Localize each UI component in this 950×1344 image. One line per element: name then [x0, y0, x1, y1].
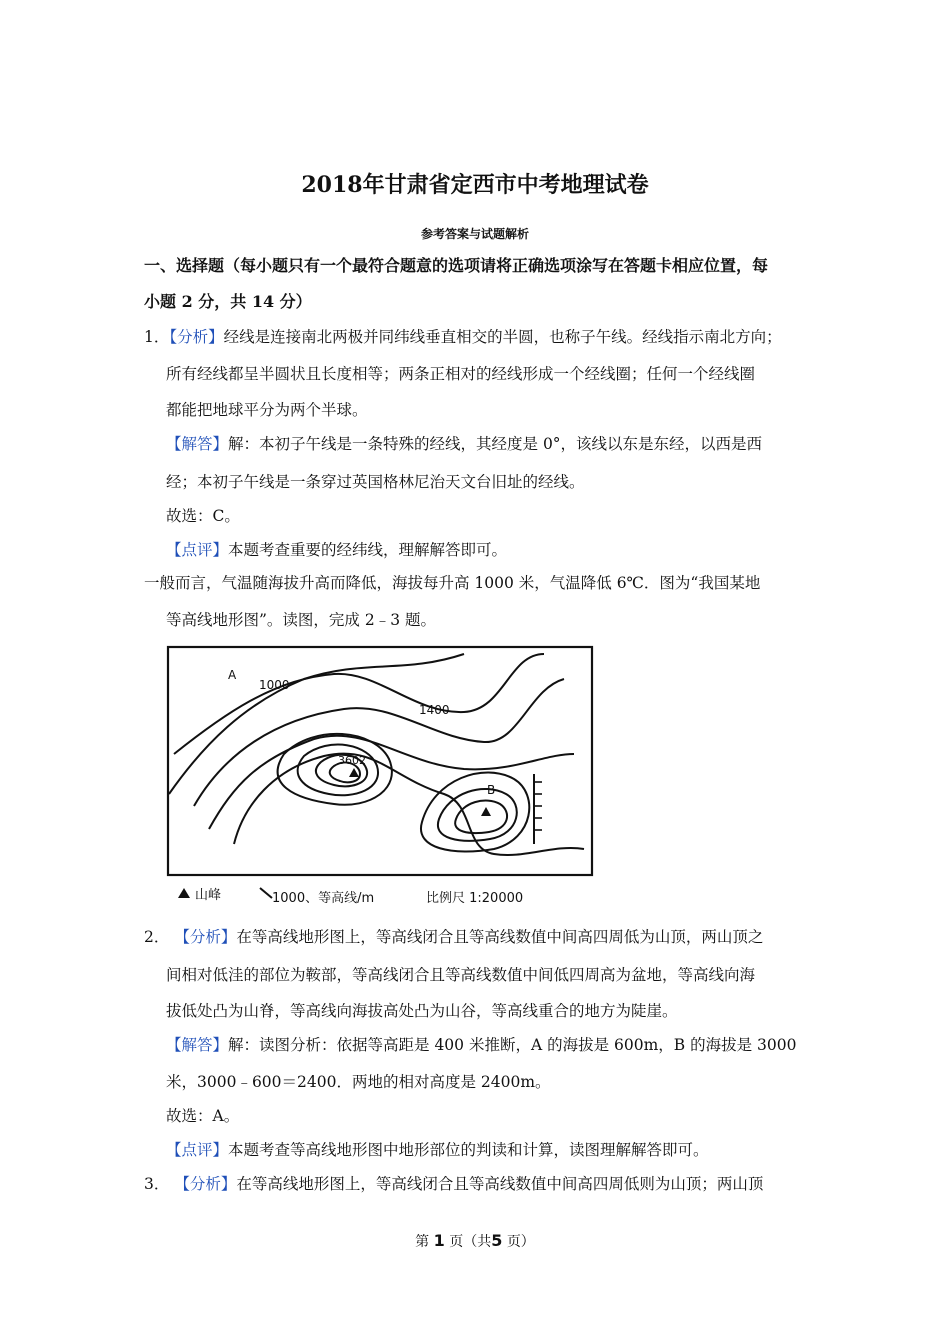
comment-text: 本题考查重要的经纬线，理解解答即可。	[228, 541, 508, 559]
question-number: 2．	[144, 928, 170, 946]
answer-text: 解：读图分析：依据等高距是 400 米推断，A 的海拔是 600m，B 的海拔是 3000	[228, 1036, 797, 1054]
contour-map	[164, 644, 596, 910]
q2-analysis-line3: 拔低处凸为山脊，等高线向海拔高处凸为山谷，等高线重合的地方为陡崖。	[166, 1002, 678, 1020]
legend-contour-icon	[260, 888, 272, 898]
q1-answer-line	[166, 434, 762, 454]
page-title: 2018年甘肃省定西市中考地理试卷	[301, 172, 649, 198]
q1-analysis-line	[144, 327, 782, 347]
legend-contour: 1000、等高线/m	[272, 891, 375, 906]
comment-text: 本题考查等高线地形图中地形部位的判读和计算，读图理解解答即可。	[228, 1141, 709, 1159]
section-heading: 一、选择题（每小题只有一个最符合题意的选项请将正确选项涂写在答题卡相应位置，每	[144, 256, 769, 275]
analysis-tag: 【分析】	[174, 928, 237, 946]
analysis-text: 经线是连接南北两极并同纬线垂直相交的半圆，也称子午线。经线指示南北方向；	[223, 328, 782, 346]
page-subtitle: 参考答案与试题解析	[420, 227, 529, 241]
section-heading-cont: 小题 2 分，共 14 分）	[144, 292, 312, 311]
contour-line	[455, 800, 507, 833]
total-page-number: 5	[491, 1231, 503, 1250]
q1-answer-line2: 经；本初子午线是一条穿过英国格林尼治天文台旧址的经线。	[166, 473, 585, 491]
contour-label-1400: 1400	[419, 703, 450, 717]
q2-answer-line	[166, 1035, 796, 1055]
q3-analysis-line	[144, 1174, 763, 1194]
legend-peak: 山峰	[195, 888, 222, 903]
peak-elevation: 3602	[338, 754, 366, 767]
footer-prefix: 第	[415, 1234, 430, 1250]
question-number: 3．	[144, 1175, 170, 1193]
comment-tag: 【点评】	[166, 541, 229, 559]
q1-analysis-line2: 所有经线都呈半圆状且长度相等；两条正相对的经线形成一个经线圈；任何一个经线圈	[166, 365, 756, 383]
analysis-tag: 【分析】	[174, 1175, 237, 1193]
label-b: B	[487, 783, 496, 797]
q1-choice: 故选：C。	[166, 507, 240, 525]
q2-answer-line2: 米，3000﹣600＝2400．两地的相对高度是 2400m。	[166, 1073, 551, 1091]
intro-line1: 一般而言，气温随海拔升高而降低，海拔每升高 1000 米，气温降低 6℃．图为“我国某地	[144, 574, 761, 592]
answer-tag: 【解答】	[166, 1036, 229, 1054]
q2-choice: 故选：A。	[166, 1107, 240, 1125]
analysis-text: 在等高线地形图上，等高线闭合且等高线数值中间高四周低则为山顶；两山顶	[236, 1175, 764, 1193]
q1-analysis-line3: 都能把地球平分为两个半球。	[166, 401, 368, 419]
current-page-number: 1	[433, 1231, 445, 1250]
footer-suffix: 页）	[506, 1234, 535, 1250]
comment-tag: 【点评】	[166, 1141, 229, 1159]
intro-line2: 等高线地形图”。读图，完成 2﹣3 题。	[166, 611, 437, 629]
q1-comment-line	[166, 540, 507, 560]
answer-text: 解：本初子午线是一条特殊的经线，其经度是 0°，该线以东是东经，以西是西	[228, 435, 763, 453]
legend-peak-icon	[178, 888, 190, 898]
footer-mid: 页（共	[449, 1234, 492, 1250]
peak-icon	[481, 807, 491, 816]
contour-label-1000: 1000	[259, 678, 290, 692]
label-a: A	[228, 668, 237, 682]
analysis-text: 在等高线地形图上，等高线闭合且等高线数值中间高四周低为山顶，两山顶之	[236, 928, 764, 946]
peak-icon	[349, 768, 359, 777]
q2-analysis-line2: 间相对低洼的部位为鞍部，等高线闭合且等高线数值中间低四周高为盆地，等高线向海	[166, 966, 756, 984]
page-footer	[0, 1231, 950, 1251]
answer-tag: 【解答】	[166, 435, 229, 453]
contour-line	[234, 754, 584, 855]
q2-analysis-line	[144, 927, 763, 947]
q2-comment-line	[166, 1140, 709, 1160]
contour-line	[194, 679, 564, 806]
legend-scale: 比例尺 1:20000	[426, 891, 524, 906]
question-number: 1．	[144, 328, 170, 346]
analysis-tag: 【分析】	[169, 328, 224, 346]
